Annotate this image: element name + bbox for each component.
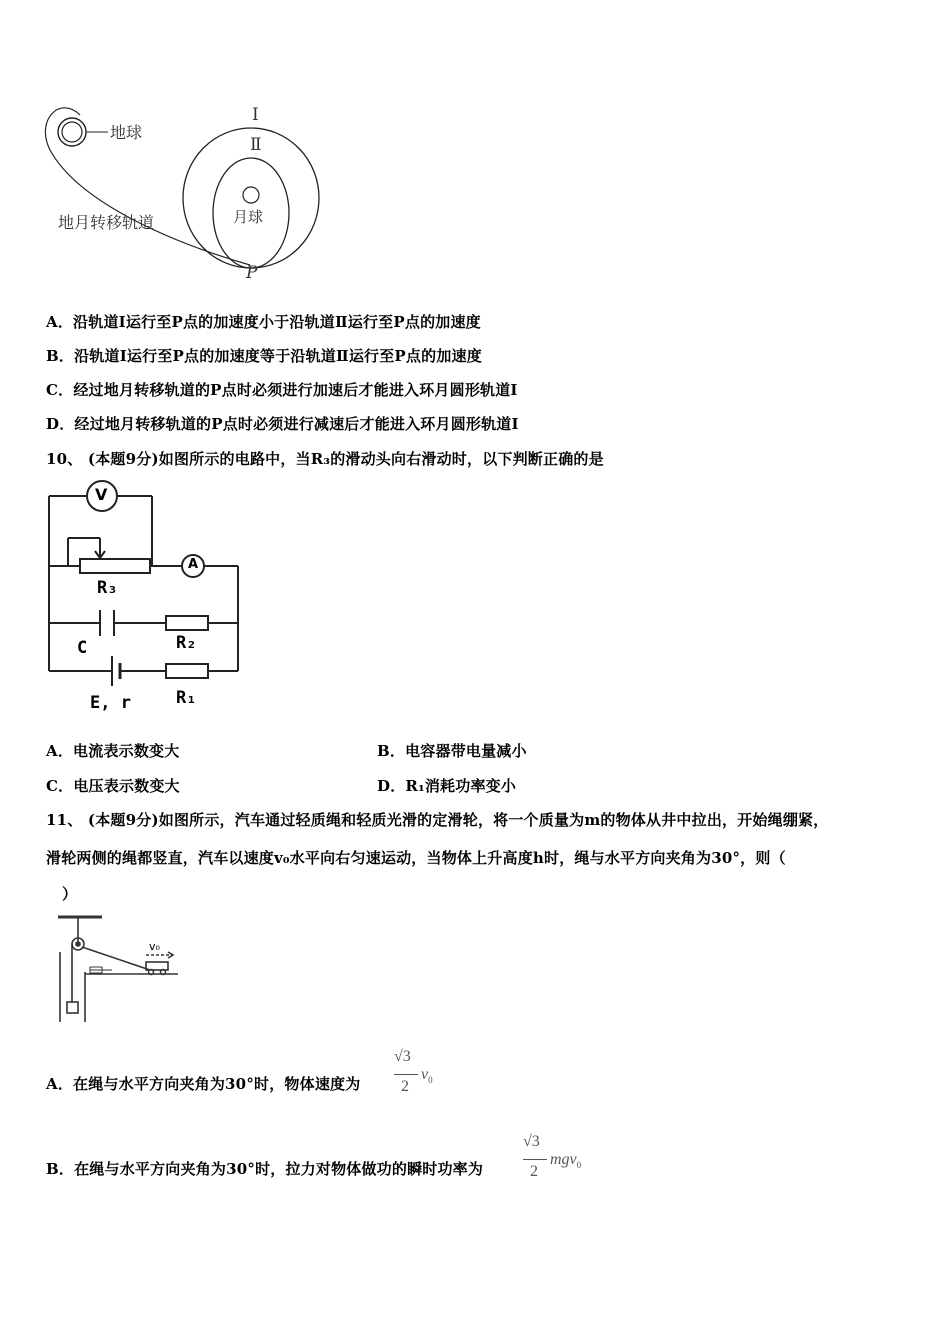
option-text: 沿轨道Ⅰ运行至P点的加速度小于沿轨道Ⅱ运行至P点的加速度 <box>73 313 481 331</box>
question-text: ） <box>62 885 78 903</box>
option-text: 电压表示数变大 <box>73 777 180 795</box>
voltmeter-label: V <box>95 485 108 504</box>
transfer-orbit <box>45 108 250 265</box>
option-text: 经过地月转移轨道的P点时必须进行加速后才能进入环月圆形轨道Ⅰ <box>73 381 518 399</box>
q11-option-a-fraction <box>392 1048 452 1103</box>
option-text: 经过地月转移轨道的P点时必须进行减速后才能进入环月圆形轨道Ⅰ <box>74 415 519 433</box>
orbit-diagram <box>40 95 340 290</box>
option-text: 沿轨道Ⅰ运行至P点的加速度等于沿轨道Ⅱ运行至P点的加速度 <box>74 347 482 365</box>
pulley-figure <box>50 912 190 1024</box>
option-letter: D． <box>46 415 75 433</box>
q10-stem <box>46 448 604 469</box>
q9-option-d[interactable] <box>46 413 519 434</box>
option-text: 电容器带电量减小 <box>405 742 527 760</box>
circuit-figure <box>42 478 252 718</box>
option-text: 在绳与水平方向夹角为30°时，物体速度为 <box>73 1075 361 1093</box>
question-text: (本题9分)如图所示，汽车通过轻质绳和轻质光滑的定滑轮，将一个质量为m的物体从井中拉出，开始绳绷紧， <box>87 811 829 829</box>
q11-stem-line-1 <box>46 809 828 830</box>
option-letter: B． <box>46 347 75 365</box>
q11-stem-line-3 <box>62 883 77 904</box>
moon-label: 月球 <box>233 208 264 226</box>
r3-resistor <box>80 559 150 573</box>
q10-option-a[interactable] <box>46 740 179 761</box>
option-letter: A． <box>46 313 74 331</box>
option-letter: C． <box>46 777 74 795</box>
q10-option-d[interactable] <box>377 775 516 796</box>
orbit-1-label: Ⅰ <box>252 105 259 125</box>
orbit-2-label: Ⅱ <box>250 135 262 155</box>
r1-label: R₁ <box>176 688 197 708</box>
question-text: (本题9分)如图所示的电路中，当R₃的滑动头向右滑动时，以下判断正确的是 <box>87 450 604 468</box>
r2-resistor <box>166 616 208 630</box>
q11-option-a[interactable] <box>46 1073 360 1094</box>
earth-inner-circle <box>62 122 82 142</box>
question-text: 滑轮两侧的绳都竖直，汽车以速度v₀水平向右匀速运动，当物体上升高度h时，绳与水平方向夹角为30°，则（ <box>46 849 786 867</box>
q11-option-b-fraction <box>521 1133 601 1188</box>
ammeter-label: A <box>188 557 199 572</box>
source-label: E, r <box>90 693 131 713</box>
circuit-diagram <box>42 478 252 718</box>
orbit-figure <box>40 95 340 290</box>
earth-label: 地球 <box>110 123 143 142</box>
option-letter: B． <box>46 1160 75 1178</box>
option-letter: C． <box>46 381 74 399</box>
pulley-diagram <box>50 912 190 1024</box>
fraction-denominator: 2 <box>530 1163 538 1180</box>
option-text: 在绳与水平方向夹角为30°时，拉力对物体做功的瞬时功率为 <box>74 1160 484 1178</box>
q11-option-b[interactable] <box>46 1158 483 1179</box>
option-letter: D． <box>377 777 406 795</box>
tail-var: v <box>421 1066 429 1083</box>
fraction-numerator: √3 <box>523 1133 540 1150</box>
q9-option-b[interactable] <box>46 345 482 366</box>
capacitor-label: C <box>77 638 88 658</box>
transfer-orbit-label: 地月转移轨道 <box>58 213 155 232</box>
fraction-bar <box>523 1159 547 1160</box>
velocity-label: v₀ <box>149 940 160 953</box>
car-body <box>146 962 168 970</box>
option-letter: A． <box>46 1075 74 1093</box>
q10-option-b[interactable] <box>377 740 527 761</box>
tail-var: mgv <box>550 1151 577 1168</box>
fraction-tail <box>550 1151 581 1170</box>
fraction-tail <box>421 1066 433 1085</box>
r3-label: R₃ <box>97 578 118 598</box>
moon-circle <box>243 187 259 203</box>
option-text: R₁消耗功率变小 <box>405 777 517 795</box>
q9-option-c[interactable] <box>46 379 518 400</box>
q11-stem-line-2 <box>46 847 786 868</box>
point-p-label: P <box>246 263 258 283</box>
fraction-numerator: √3 <box>394 1048 411 1065</box>
q9-option-a[interactable] <box>46 311 481 332</box>
q10-option-c[interactable] <box>46 775 180 796</box>
object-block <box>67 1002 78 1013</box>
tail-sub: 0 <box>428 1075 433 1086</box>
fraction-denominator: 2 <box>401 1078 409 1095</box>
option-letter: A． <box>46 742 74 760</box>
fraction-bar <box>394 1074 418 1075</box>
question-number: 10、 <box>46 450 83 468</box>
r2-label: R₂ <box>176 633 197 653</box>
r1-resistor <box>166 664 208 678</box>
tail-sub: 0 <box>576 1160 582 1171</box>
option-letter: B． <box>377 742 406 760</box>
option-text: 电流表示数变大 <box>73 742 180 760</box>
question-number: 11、 <box>46 811 83 829</box>
